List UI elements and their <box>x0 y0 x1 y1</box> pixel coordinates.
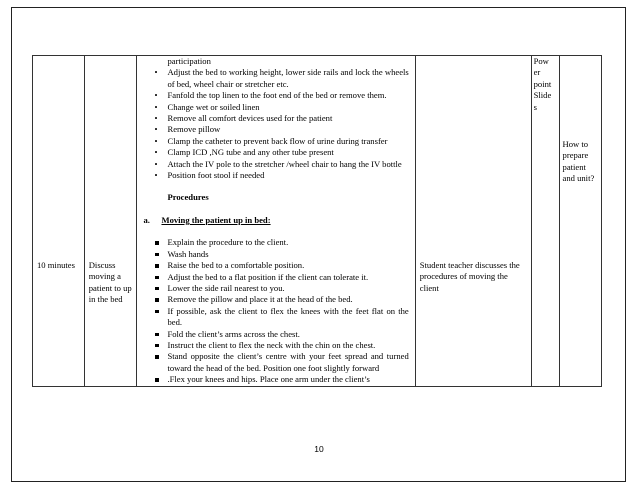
list-item: • Clamp the catheter to prevent back flow of urine during transfer <box>143 136 408 147</box>
list-item: • Remove pillow <box>143 124 408 135</box>
list-item: If possible, ask the client to flex the knees with the feet flat on the bed. <box>143 306 408 329</box>
preparation-list <box>143 67 408 181</box>
page-number: 10 <box>314 444 324 454</box>
subsection-letter: a. <box>143 214 150 225</box>
lesson-plan-table <box>32 55 602 387</box>
list-item: .Flex your knees and hips. Place one arm under the client’s <box>143 374 408 385</box>
list-item: Stand opposite the client’s centre with your feet spread and turned toward the head of the bed. Position one foot slightly forward <box>143 351 408 374</box>
subsection-heading <box>143 215 408 226</box>
list-item: • Change wet or soiled linen <box>143 102 408 113</box>
procedures-heading: Procedures <box>167 192 209 203</box>
objective-cell: Discuss moving a patient to up in the bed <box>84 56 137 387</box>
list-item: Fold the client’s arms across the chest. <box>143 329 408 340</box>
list-item: Wash hands <box>143 249 408 260</box>
av-aids-cell: Pow er point Slide s <box>531 56 559 387</box>
list-item: Explain the procedure to the client. <box>143 237 408 248</box>
list-item: Raise the bed to a comfortable position. <box>143 260 408 271</box>
content-cell <box>137 56 415 387</box>
list-item: • Position foot stool if needed <box>143 170 408 181</box>
procedure-steps-list <box>143 237 408 385</box>
list-item: • Attach the IV pole to the stretcher /wheel chair to hang the IV bottle <box>143 159 408 170</box>
teaching-learning-cell: Student teacher discusses the procedures of moving the client <box>415 56 531 387</box>
evaluation-cell: How to prepare patient and unit? <box>559 56 601 387</box>
list-item: Adjust the bed to a flat position if the client can tolerate it. <box>143 272 408 283</box>
list-item: Lower the side rail nearest to you. <box>143 283 408 294</box>
table-row <box>33 56 602 387</box>
list-item: Remove the pillow and place it at the head of the bed. <box>143 294 408 305</box>
time-cell: 10 minutes <box>33 56 85 387</box>
list-item: Instruct the client to flex the neck with the chin on the chest. <box>143 340 408 351</box>
list-item: • Fanfold the top linen to the foot end of the bed or remove them. <box>143 90 408 101</box>
subsection-title: Moving the patient up in bed: <box>161 214 271 225</box>
continuation-text: participation <box>167 56 211 66</box>
list-item: • Clamp ICD ,NG tube and any other tube present <box>143 147 408 158</box>
list-item: • Remove all comfort devices used for the patient <box>143 113 408 124</box>
list-item: • Adjust the bed to working height, lower side rails and lock the wheels of bed, wheel chair or stretcher etc. <box>143 67 408 90</box>
